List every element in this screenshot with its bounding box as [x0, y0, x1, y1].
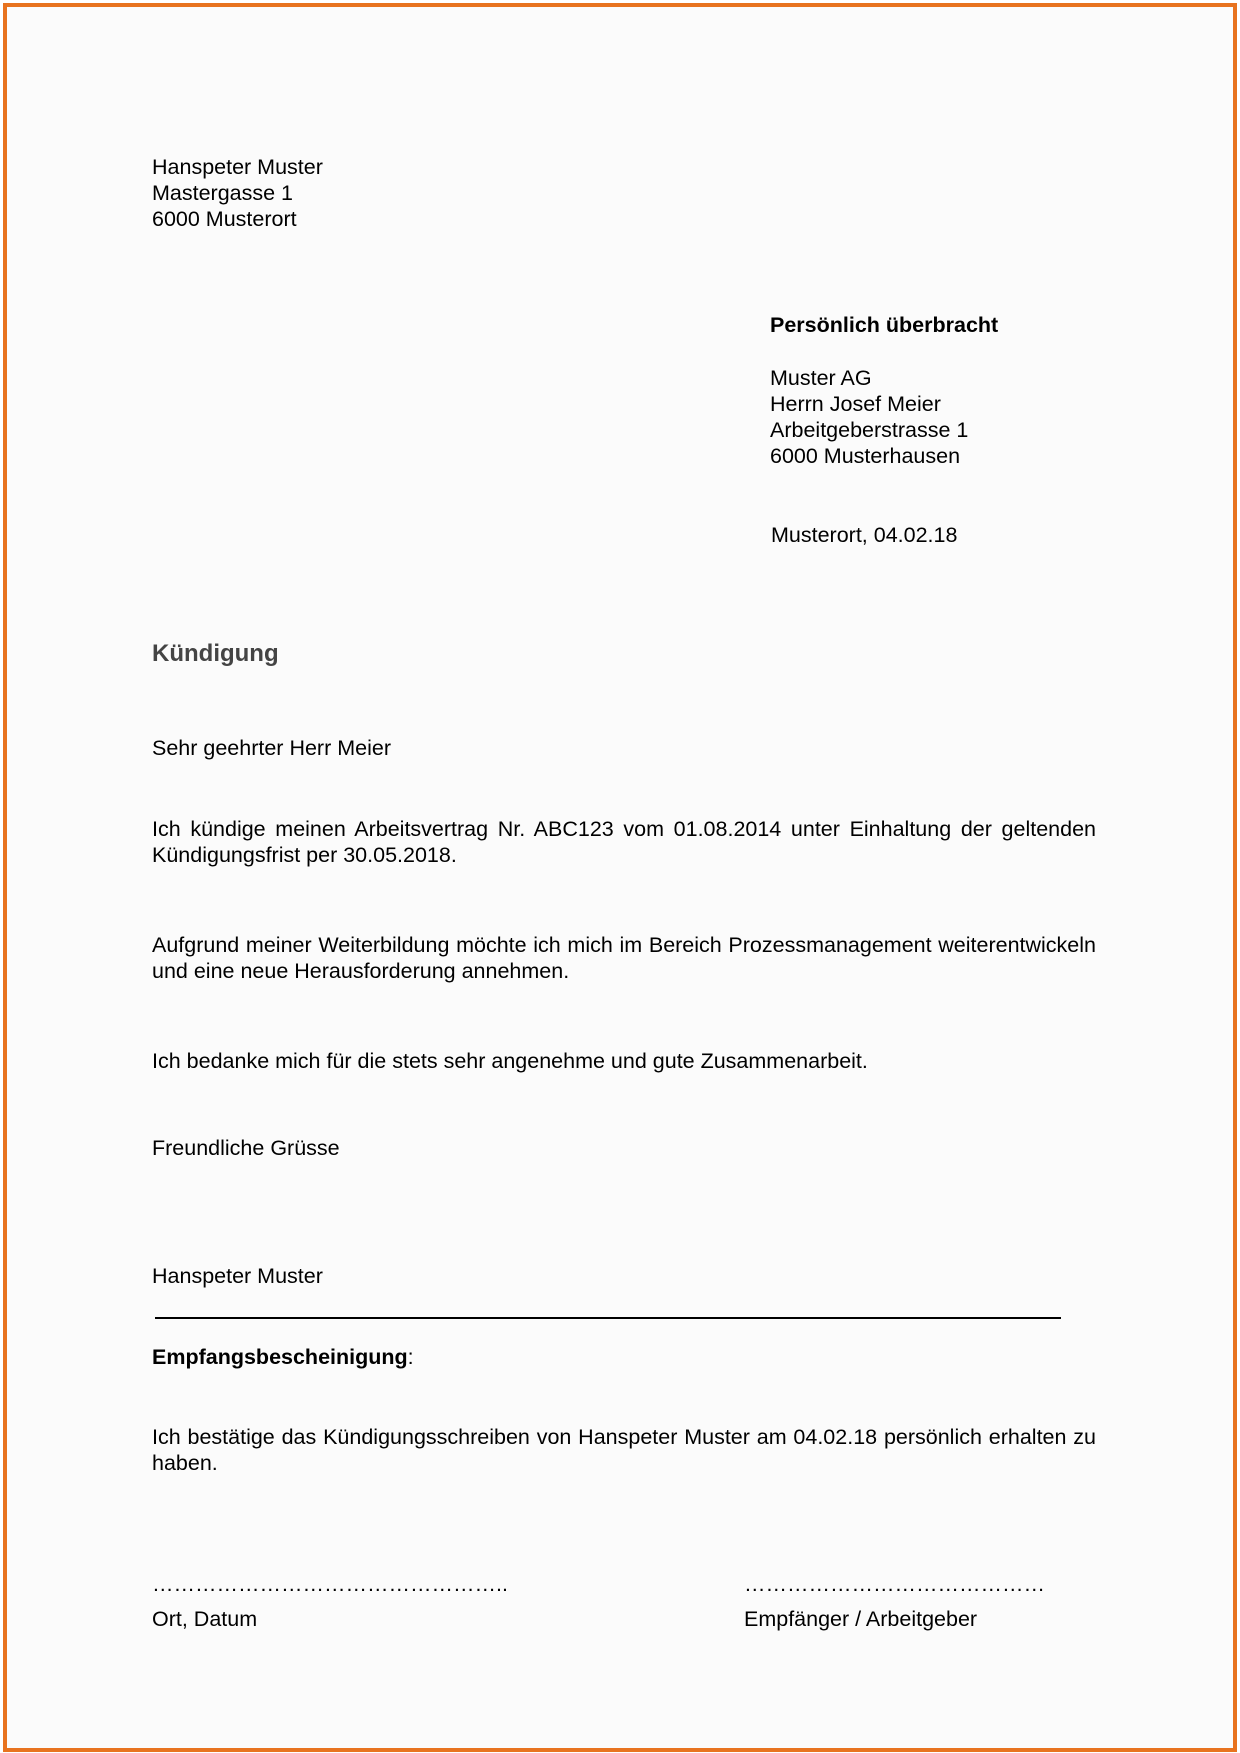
place-date-label: Ort, Datum	[152, 1607, 258, 1631]
recipient-company: Muster AG	[770, 366, 872, 390]
letter-page	[3, 3, 1237, 1752]
place-date-dotted-line: …………………………………………..	[152, 1572, 508, 1596]
closing: Freundliche Grüsse	[152, 1136, 340, 1160]
signature-name: Hanspeter Muster	[152, 1264, 323, 1288]
paragraph-termination: Ich kündige meinen Arbeitsvertrag Nr. ABC123 vom 01.08.2014 unter Einhaltung der geltenden Kündigungsfrist per 30.05.2018.	[152, 817, 1096, 867]
delivery-note: Persönlich überbracht	[770, 313, 999, 337]
recipient-signature-dotted-line: ……………………………………	[744, 1572, 1045, 1596]
sender-city: 6000 Musterort	[152, 207, 297, 231]
sender-name: Hanspeter Muster	[152, 155, 323, 179]
place-date: Musterort, 04.02.18	[771, 523, 958, 547]
receipt-title-colon: :	[407, 1345, 414, 1369]
recipient-city: 6000 Musterhausen	[770, 444, 961, 468]
recipient-street: Arbeitgeberstrasse 1	[770, 418, 969, 442]
salutation: Sehr geehrter Herr Meier	[152, 736, 391, 760]
letter-subject: Kündigung	[152, 640, 279, 667]
sender-street: Mastergasse 1	[152, 181, 294, 205]
separator-line	[155, 1317, 1061, 1319]
receipt-title: Empfangsbescheinigung	[152, 1345, 408, 1369]
paragraph-thanks: Ich bedanke mich für die stets sehr angenehme und gute Zusammenarbeit.	[152, 1049, 868, 1073]
paragraph-reason: Aufgrund meiner Weiterbildung möchte ich mich im Bereich Prozessmanagement weiterentwickeln und eine neue Herausforderung annehmen.	[152, 933, 1096, 983]
receipt-heading	[152, 1344, 414, 1370]
receipt-text: Ich bestätige das Kündigungsschreiben von Hanspeter Muster am 04.02.18 persönlich erhalten zu haben.	[152, 1425, 1096, 1475]
recipient-person: Herrn Josef Meier	[770, 392, 941, 416]
recipient-signature-label: Empfänger / Arbeitgeber	[744, 1607, 978, 1631]
